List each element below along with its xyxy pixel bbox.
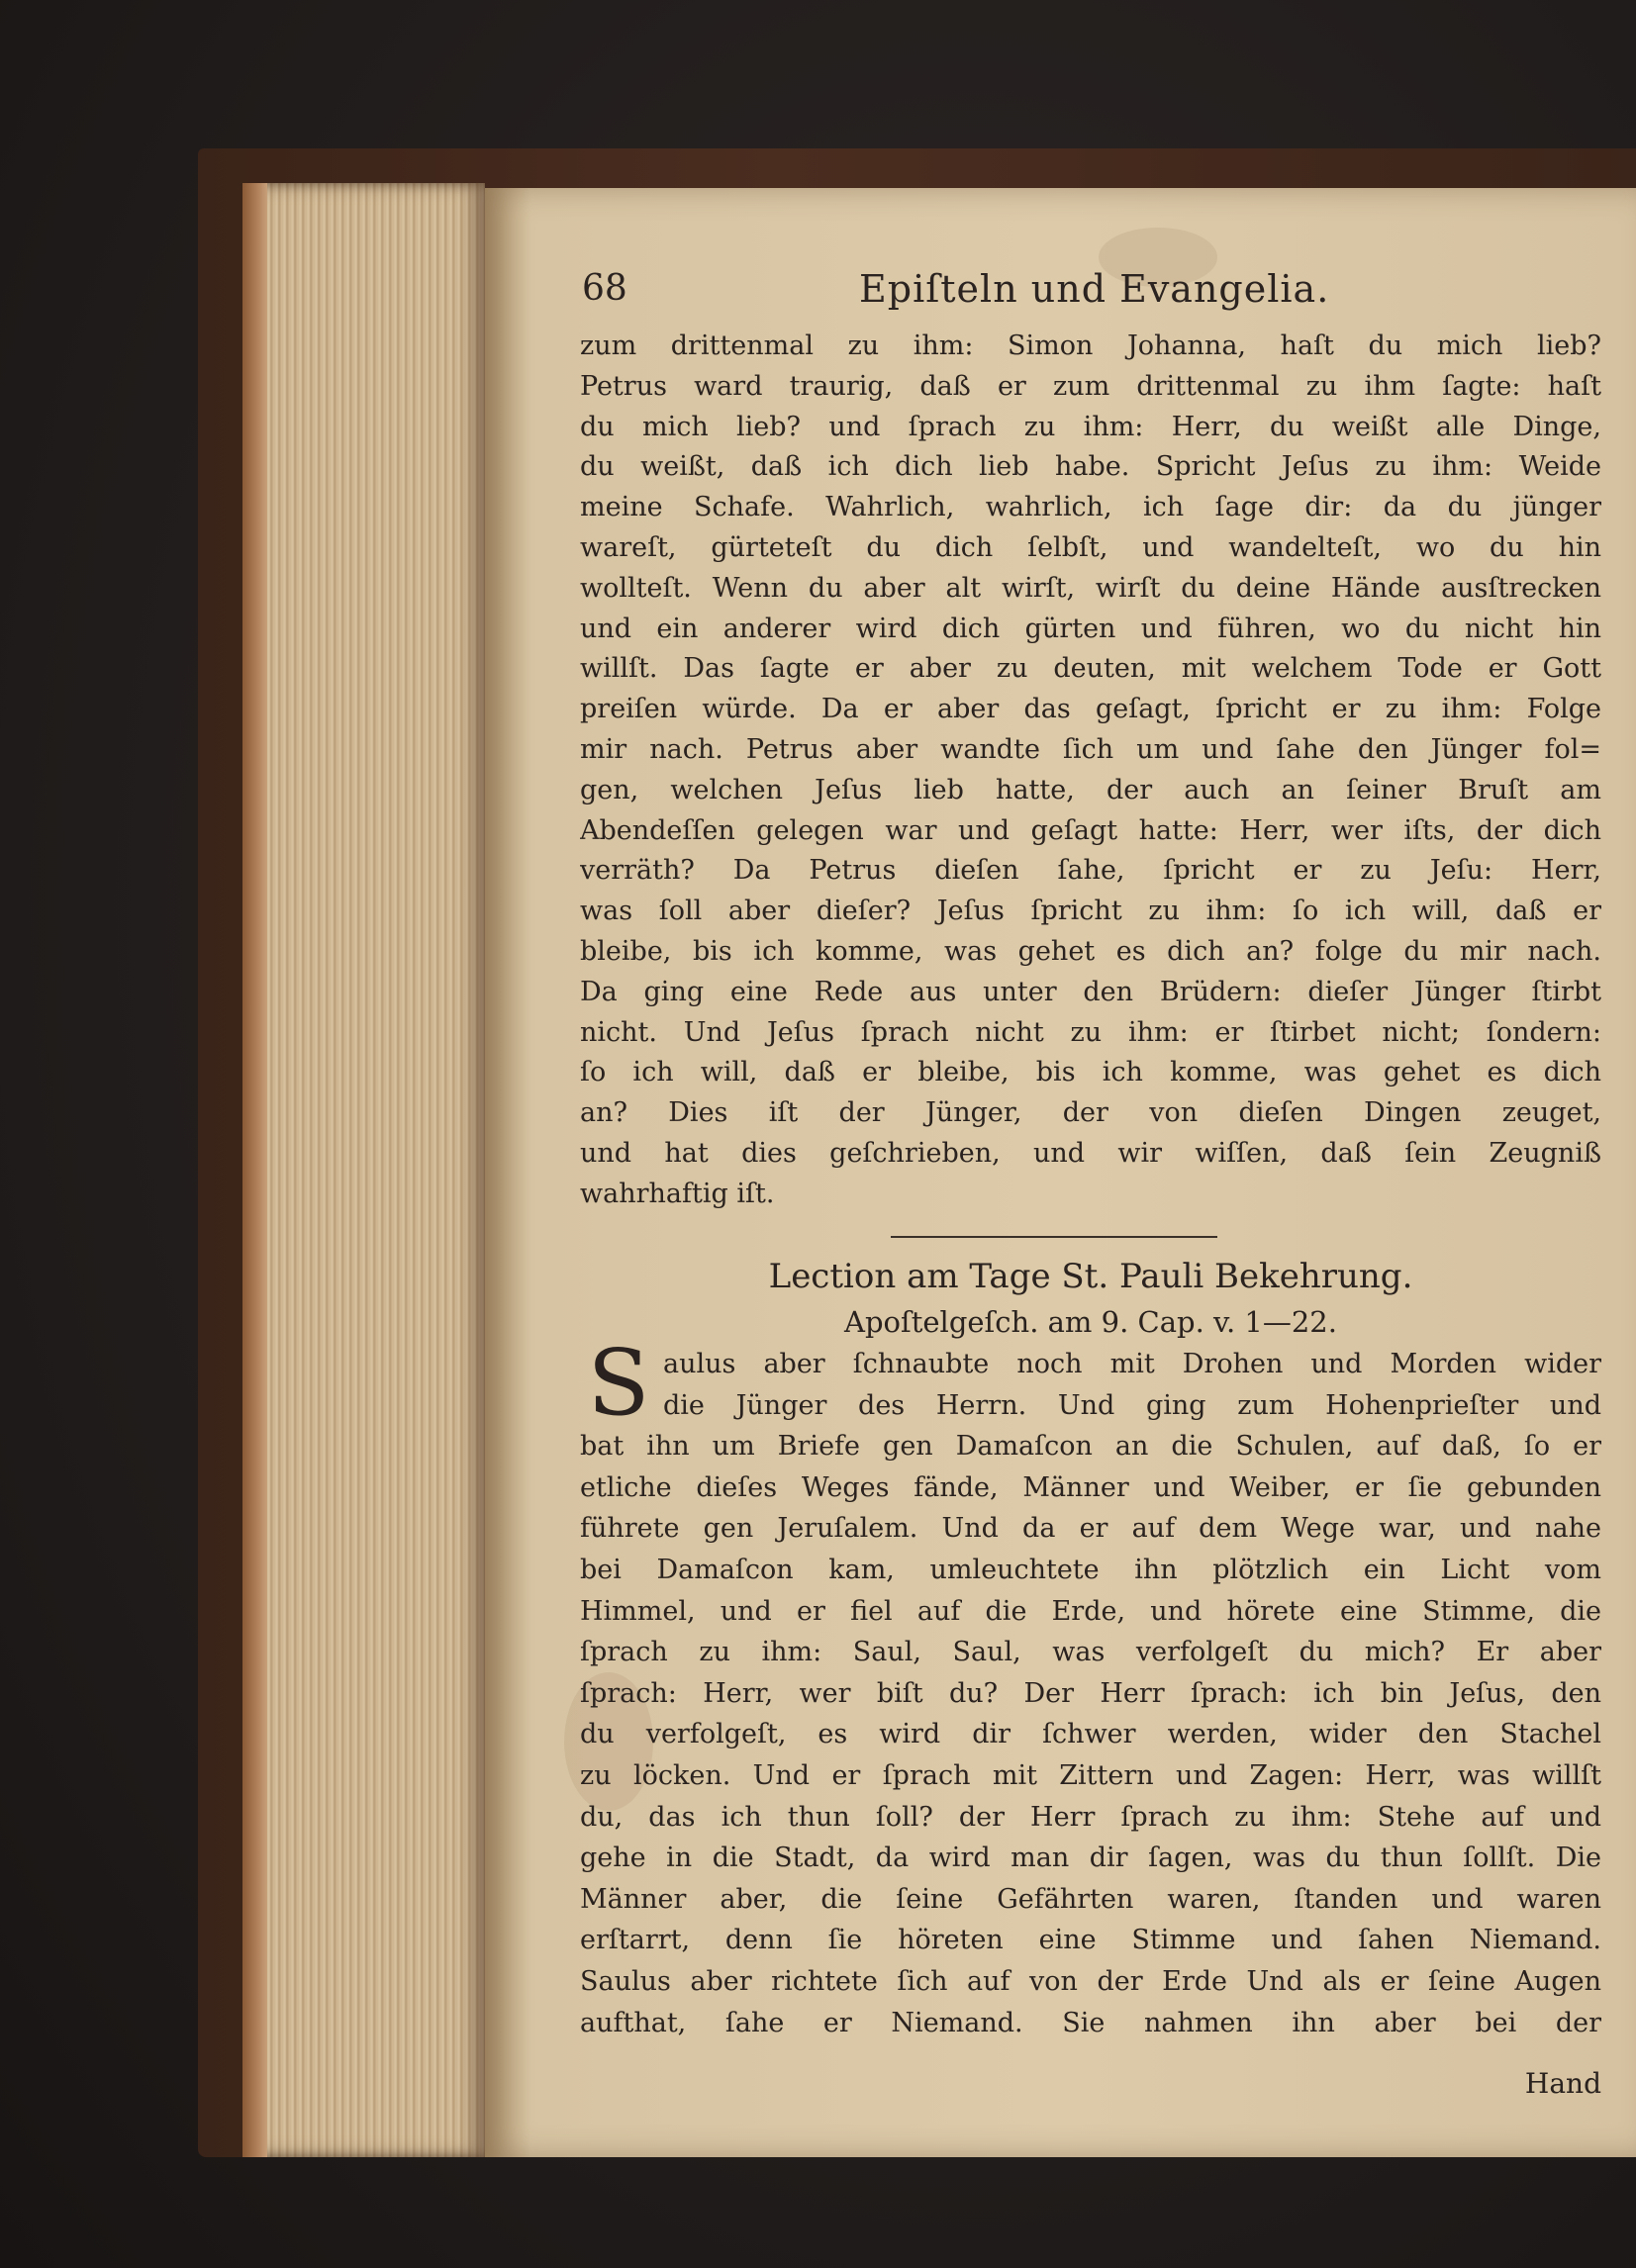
page-edges-gilt: [242, 183, 267, 2157]
catchword: Hand: [1524, 2067, 1601, 2100]
text-line: Abendeſſen gelegen war und geſagt hatte: Herr, wer iſts, der dich: [580, 814, 1601, 846]
text-line: bleibe, bis ich komme, was gehet es dich an? folge du mir nach.: [580, 935, 1601, 967]
text-line: erſtarrt, denn ſie höreten eine Stimme und ſahen Niemand.: [580, 1925, 1601, 1956]
text-line: mir nach. Petrus aber wandte ſich um und ſahe den Jünger fol=: [580, 733, 1601, 765]
text-line: Himmel, und er fiel auf die Erde, und hörete eine Stimme, die: [580, 1595, 1601, 1627]
text-line: du mich lieb? und ſprach zu ihm: Herr, du weißt alle Dinge,: [580, 411, 1601, 442]
text-line: was ſoll aber dieſer? Jeſus ſpricht zu ihm: ſo ich will, daß er: [580, 896, 1601, 927]
text-line: ſprach: Herr, wer biſt du? Der Herr ſprach: ich bin Jeſus, den: [580, 1677, 1601, 1709]
section-divider: [891, 1236, 1217, 1238]
text-line: Saulus aber richtete ſich auf von der Erde Und als er ſeine Augen: [580, 1965, 1601, 1997]
text-line: willſt. Das ſagte er aber zu deuten, mit welchem Tode er Gott: [580, 653, 1601, 685]
section-title: Lection am Tage St. Pauli Bekehrung.: [768, 1257, 1413, 1296]
text-line: ſo ich will, daß er bleibe, bis ich komme, was gehet es dich: [580, 1057, 1601, 1088]
text-line: du, das ich thun ſoll? der Herr ſprach zu ihm: Stehe auf und: [580, 1801, 1601, 1833]
text-line: bat ihn um Briefe gen Damaſcon an die Schulen, auf daß, ſo er: [580, 1431, 1601, 1463]
text-line: ſprach zu ihm: Saul, Saul, was verfolgeſt du mich? Er aber: [580, 1637, 1601, 1668]
text-line: verräth? Da Petrus dieſen ſahe, ſpricht er zu Jeſu: Herr,: [580, 855, 1601, 887]
text-line: Männer aber, die ſeine Gefährten waren, ſtanden und waren: [580, 1883, 1601, 1915]
text-line: wollteſt. Wenn du aber alt wirſt, wirſt du deine Hände ausſtrecken: [580, 572, 1601, 604]
page-edges: [242, 183, 485, 2157]
text-line: führete gen Jeruſalem. Und da er auf dem Wege war, und nahe: [580, 1513, 1601, 1545]
text-line: aulus aber ſchnaubte noch mit Drohen und Morden wider: [663, 1349, 1601, 1379]
page-header: [582, 259, 1611, 319]
text-line: wareſt, gürteteſt du dich ſelbſt, und wandelteſt, wo du hin: [580, 531, 1601, 563]
epistle-text-block: [580, 1330, 1601, 2043]
text-line: aufthat, ſahe er Niemand. Sie nahmen ihn aber bei der: [580, 2007, 1601, 2038]
section-reference: Apoſtelgeſch. am 9. Cap. v. 1—22.: [844, 1305, 1337, 1339]
text-line: und ein anderer wird dich gürten und führen, wo du nicht hin: [580, 613, 1601, 644]
text-line: Petrus ward traurig, daß er zum drittenmal zu ihm ſagte: haſt: [580, 370, 1601, 402]
text-line: etliche dieſes Weges fände, Männer und Weiber, er ſie gebunden: [580, 1471, 1601, 1503]
text-line: gehe in die Stadt, da wird man dir ſagen, was du thun ſollſt. Die: [580, 1843, 1601, 1874]
text-line: gen, welchen Jeſus lieb hatte, der auch an ſeiner Bruſt am: [580, 774, 1601, 805]
text-line: du weißt, daß ich dich lieb habe. Spricht Jeſus zu ihm: Weide: [580, 451, 1601, 483]
text-line: und hat dies geſchrieben, und wir wiſſen, daß ſein Zeugniß: [580, 1137, 1601, 1169]
text-line: an? Dies iſt der Jünger, der von dieſen Dingen zeuget,: [580, 1097, 1601, 1129]
text-line: zu löcken. Und er ſprach mit Zittern und Zagen: Herr, was willſt: [580, 1759, 1601, 1791]
text-line: wahrhaftig iſt.: [580, 1178, 775, 1209]
gospel-text-block: [580, 327, 1601, 1215]
text-line: du verfolgeſt, es wird dir ſchwer werden, wider den Stachel: [580, 1719, 1601, 1750]
text-line: bei Damaſcon kam, umleuchtete ihn plötzlich ein Licht vom: [580, 1554, 1601, 1585]
text-line: preiſen würde. Da er aber das geſagt, ſpricht er zu ihm: Folge: [580, 694, 1601, 725]
text-line: die Jünger des Herrn. Und ging zum Hohenprieſter und: [663, 1389, 1601, 1421]
running-title: Epiſteln und Evangelia.: [859, 267, 1330, 311]
text-line: zum drittenmal zu ihm: Simon Johanna, haſt du mich lieb?: [580, 331, 1601, 361]
drop-cap: S: [587, 1330, 650, 1436]
page-number: 68: [582, 268, 627, 309]
text-line: nicht. Und Jeſus ſprach nicht zu ihm: er ſtirbet nicht; ſondern:: [580, 1016, 1601, 1048]
text-line: meine Schafe. Wahrlich, wahrlich, ich ſage dir: da du jünger: [580, 492, 1601, 523]
text-line: Da ging eine Rede aus unter den Brüdern: dieſer Jünger ſtirbt: [580, 976, 1601, 1007]
